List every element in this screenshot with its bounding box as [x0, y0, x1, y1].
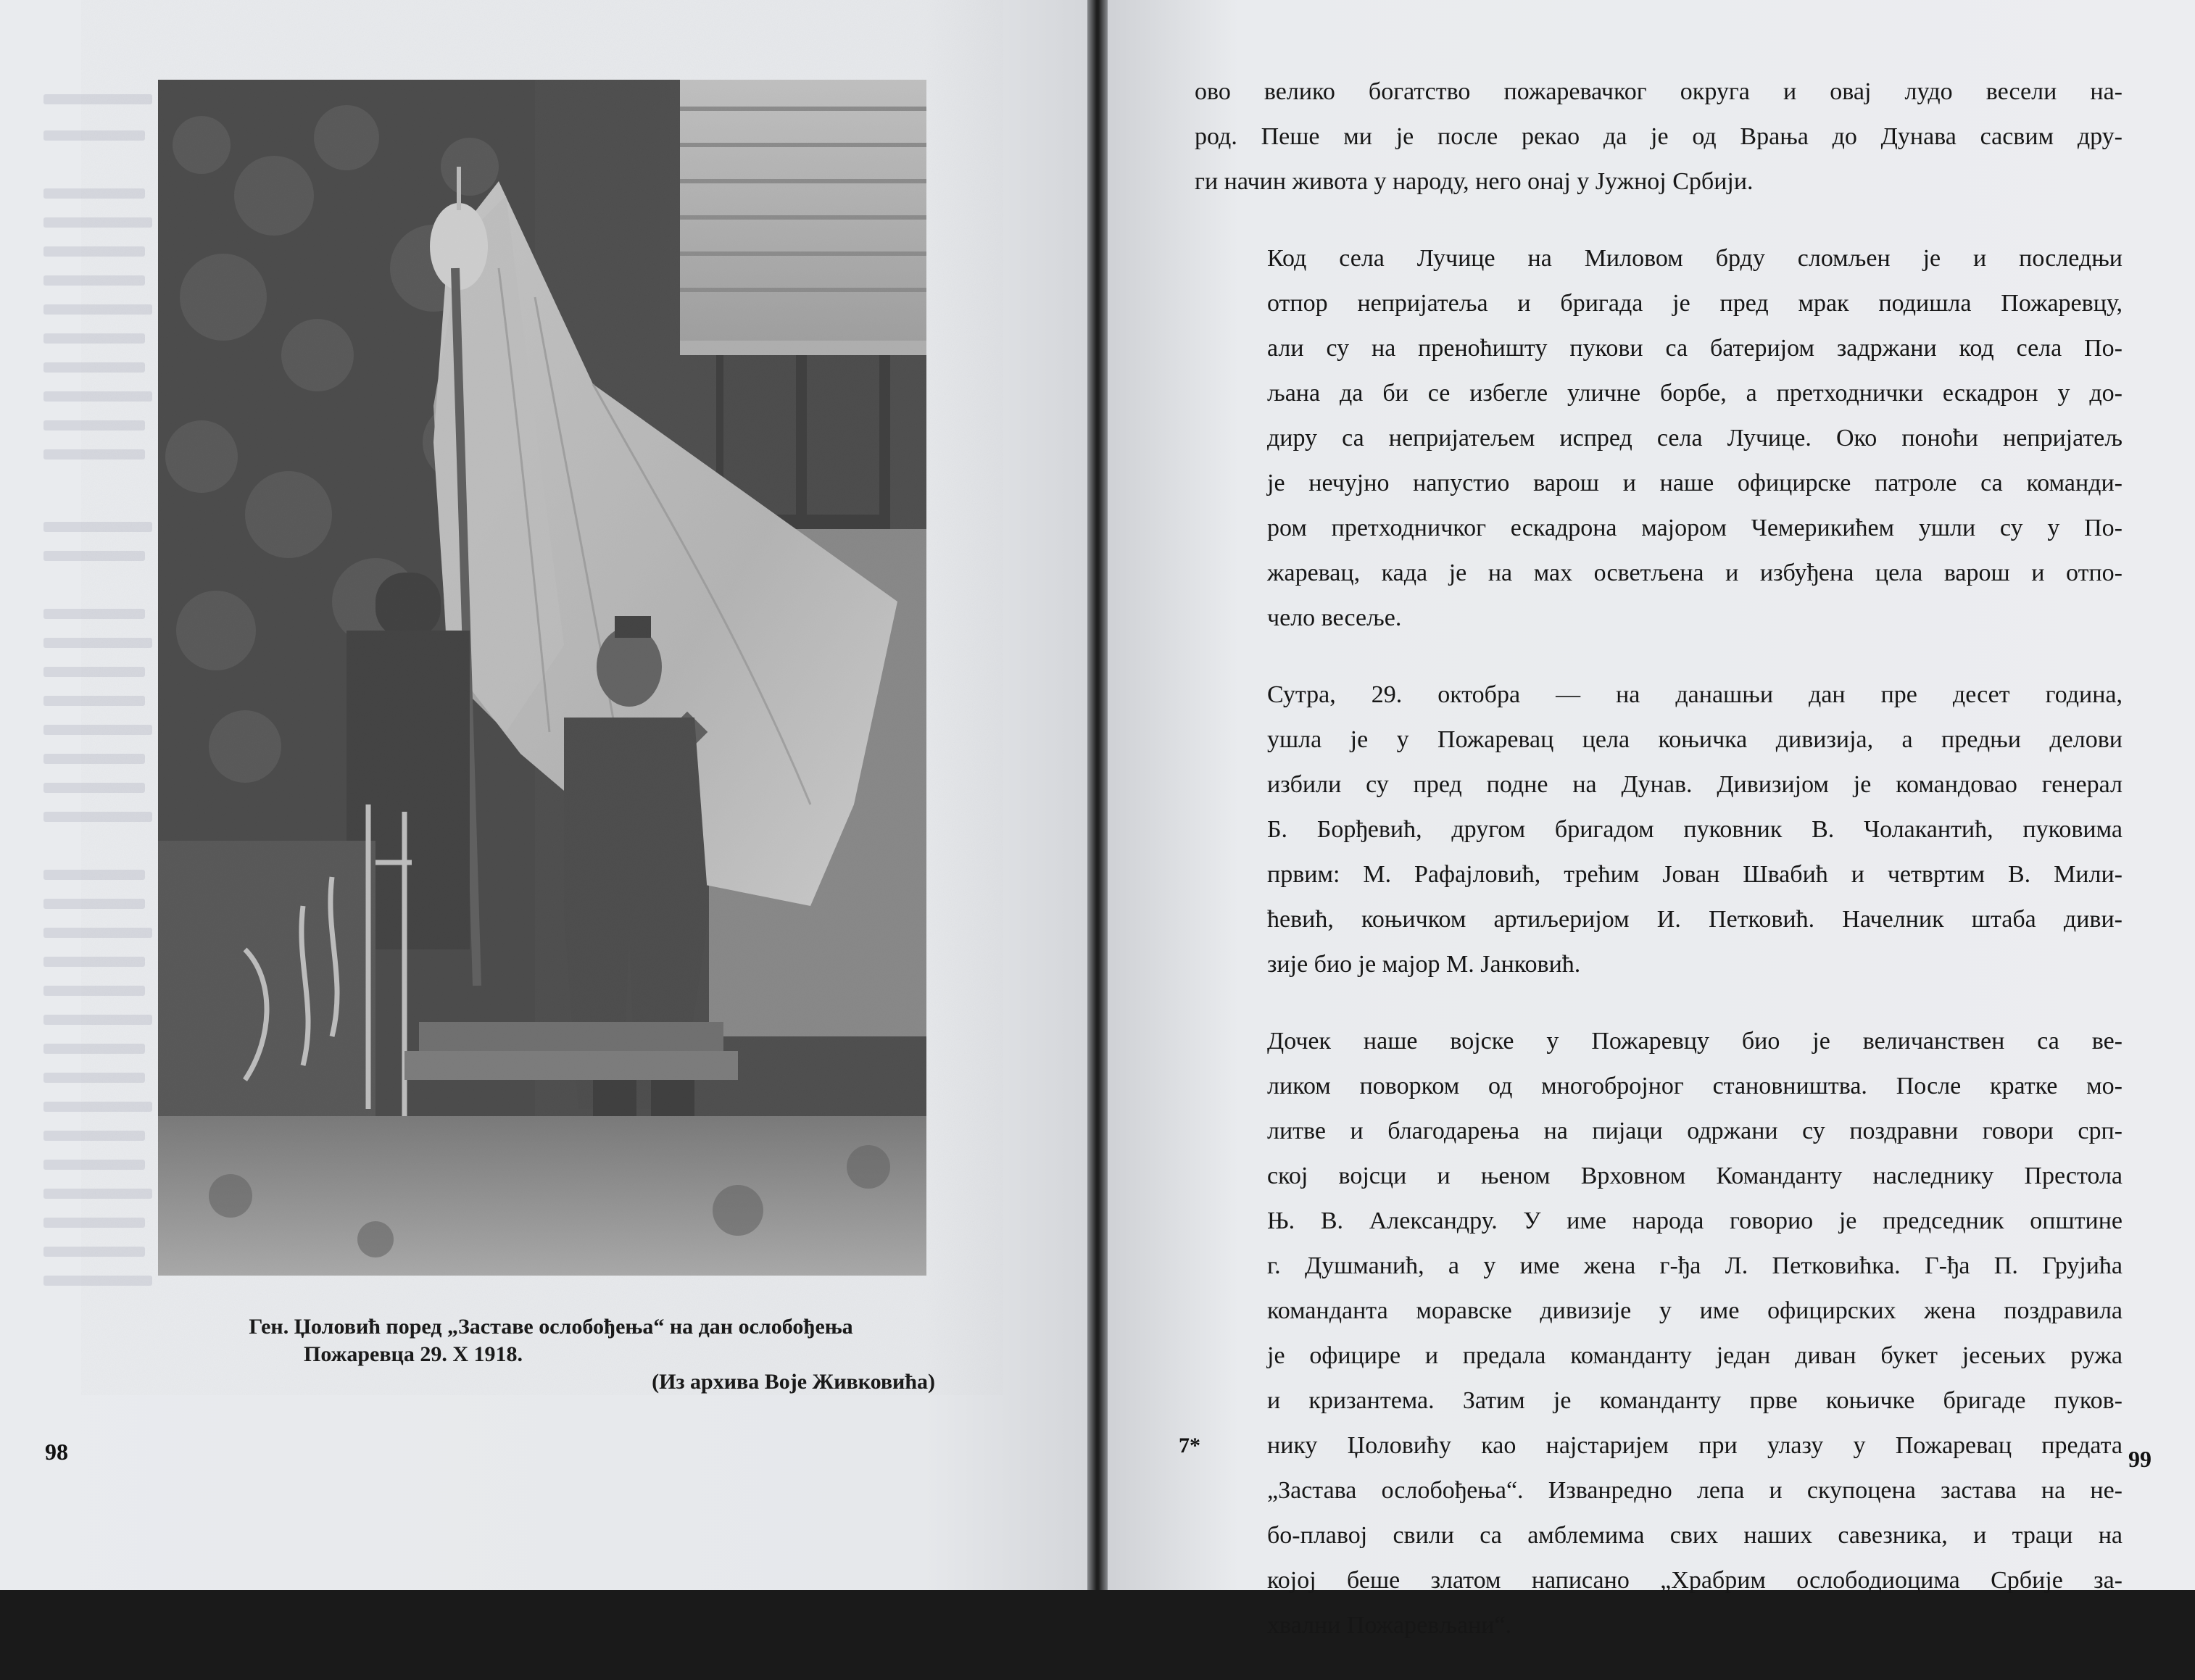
text-line: чело весеље.: [1267, 604, 1402, 631]
text-line: род. Пеше ми је после рекао да је од Врања до Дунава сасвим дру-: [1195, 123, 2123, 150]
body-text: [1195, 70, 2123, 1680]
show-through-line: [43, 522, 152, 532]
show-through-line: [43, 1131, 145, 1141]
show-through-line: [43, 217, 152, 228]
photo-caption-line2: Пожаревца 29. X 1918.: [304, 1342, 523, 1366]
text-line: Њ. В. Александру. У име народа говорио је председник општине: [1267, 1207, 2123, 1234]
text-line: диру са непријатељем испред села Лучице. Око поноћи непријатељ: [1267, 425, 2123, 452]
text-line: Дочек наше војске у Пожаревцу био је величанствен са ве-: [1267, 1028, 2123, 1055]
show-through-line: [43, 1015, 152, 1025]
photo-image: [158, 80, 926, 1276]
text-line: хвални Пожаревљани“.: [1267, 1612, 1512, 1639]
text-line: којој беше златом написано „Храбрим ослободиоцима Србије за-: [1267, 1567, 2123, 1594]
paragraph: [1195, 1019, 2123, 1648]
text-line: ги начин живота у народу, него онај у Јужној Србији.: [1195, 168, 1754, 195]
text-line: Сутра, 29. октобра — на данашњи дан пре десет година,: [1267, 681, 2123, 708]
show-through-line: [43, 638, 152, 648]
show-through-line: [43, 696, 145, 706]
show-through-line: [43, 1247, 145, 1257]
show-through-line: [43, 275, 145, 286]
text-line: али су на преноћишту пукови са батеријом задржани код села По-: [1267, 335, 2123, 362]
text-line: отпор непријатеља и бригада је пред мрак подишла Пожаревцу,: [1267, 290, 2123, 317]
show-through-line: [43, 899, 145, 909]
show-through-line: [43, 957, 145, 967]
show-through-line: [43, 188, 145, 199]
show-through-line: [43, 1276, 152, 1286]
right-page: [1108, 0, 2195, 1639]
text-line: првим: М. Рафајловић, трећим Јован Швабић и четвртим В. Мили-: [1267, 861, 2123, 888]
text-line: Б. Борђевић, другом бригадом пуковник В. Чолакантић, пуковима: [1267, 816, 2123, 843]
show-through-line: [43, 870, 145, 880]
show-through-line: [43, 246, 145, 257]
show-through-line: [43, 725, 152, 735]
paragraph: [1195, 673, 2123, 987]
text-line: и кризантема. Затим је команданту прве коњичке бригаде пуков-: [1267, 1387, 2123, 1414]
show-through-line: [43, 928, 152, 938]
text-line: ушла је у Пожаревац цела коњичка дивизија, а предњи делови: [1267, 726, 2123, 753]
text-line: љана да би се избегле уличне борбе, а претходнички ескадрон у до-: [1267, 380, 2123, 407]
show-through-line: [43, 551, 145, 561]
page-number-right: 99: [2128, 1446, 2152, 1472]
paragraph: [1195, 70, 2123, 204]
text-line: нику Џоловићу као најстаријем при улазу у Пожаревац предата: [1267, 1432, 2123, 1459]
text-line: зије био је мајор М. Јанковић.: [1267, 951, 1581, 978]
show-through-line: [43, 986, 145, 996]
photo-caption-line1: Ген. Џоловић поред „Заставе ослобођења“ на дан ослобођења: [249, 1315, 853, 1339]
show-through-line: [43, 391, 152, 402]
text-line: команданта моравске дивизије у име официрских жена поздравила: [1267, 1297, 2123, 1324]
show-through-line: [43, 609, 145, 619]
text-line: г. Душманић, а у име жена г-ђа Л. Петковићка. Г-ђа П. Грујића: [1267, 1252, 2123, 1279]
show-through-line: [43, 1160, 145, 1170]
show-through-line: [43, 420, 145, 431]
show-through-line: [43, 1218, 145, 1228]
text-line: жаревац, када је на мах осветљена и избуђена цела варош и отпо-: [1267, 560, 2123, 586]
show-through-line: [43, 1044, 145, 1054]
text-line: ћевић, коњичком артиљеријом И. Петковић. Начелник штаба диви-: [1267, 906, 2123, 933]
historical-photo: [158, 80, 926, 1276]
text-line: Код села Лучице на Миловом брду сломљен је и последњи: [1267, 245, 2123, 272]
text-line: бо-плавој свили са амблемима свих наших савезника, и траци на: [1267, 1522, 2123, 1549]
left-page: [0, 0, 1087, 1590]
signature-mark: 7*: [1179, 1434, 1200, 1457]
show-through-line: [43, 333, 145, 344]
show-through-line: [43, 1073, 145, 1083]
text-line: ром претходничког ескадрона мајором Чемерикићем ушли су у По-: [1267, 515, 2123, 541]
show-through-line: [43, 449, 145, 459]
paragraph: [1195, 236, 2123, 641]
text-line: је нечујно напустио варош и наше официрске патроле са команди-: [1267, 470, 2123, 496]
show-through-line: [43, 667, 145, 677]
show-through-line: [43, 94, 152, 104]
show-through-line: [43, 754, 145, 764]
show-through-line: [43, 130, 145, 141]
text-line: „Застава ослобођења“. Изванредно лепа и скупоцена застава на не-: [1267, 1477, 2123, 1504]
text-line: литве и благодарења на пијаци одржани су поздравни говори срп-: [1267, 1118, 2123, 1144]
photo-caption-source: (Из архива Воје Живковића): [652, 1370, 935, 1394]
show-through-line: [43, 362, 145, 373]
text-line: је официре и предала команданту један диван букет јесењих ружа: [1267, 1342, 2123, 1369]
book-gutter: [1087, 0, 1108, 1590]
text-line: ској војсци и њеном Врховном Команданту наследнику Престола: [1267, 1163, 2123, 1189]
show-through-line: [43, 1102, 152, 1112]
text-line: ово велико богатство пожаревачког округа и овај лудо весели на-: [1195, 78, 2123, 105]
show-through-line: [43, 812, 152, 822]
text-line: ликом поворком од многобројног становништва. После кратке мо-: [1267, 1073, 2123, 1099]
show-through-line: [43, 1189, 152, 1199]
show-through-line: [43, 304, 152, 315]
show-through-line: [43, 783, 145, 793]
page-number-left: 98: [45, 1439, 68, 1465]
text-line: избили су пред подне на Дунав. Дивизијом је командовао генерал: [1267, 771, 2123, 798]
